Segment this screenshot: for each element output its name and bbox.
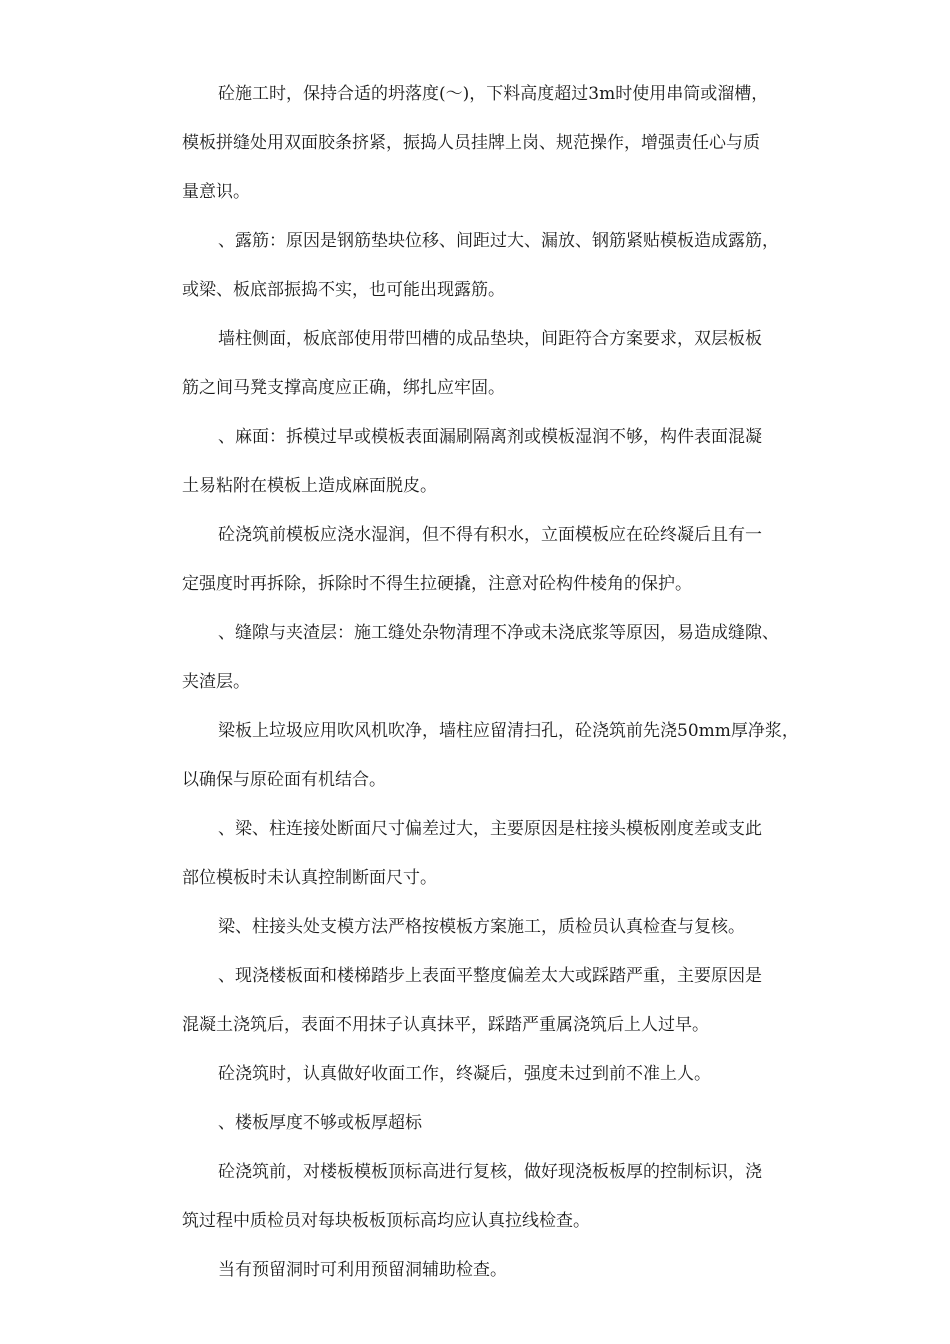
text-line: 砼浇筑前，对楼板模板顶标高进行复核，做好现浇板板厚的控制标识，浇 bbox=[218, 1162, 762, 1182]
paragraph-reserved-holes bbox=[146, 1246, 822, 1295]
paragraph-exposed-rebar bbox=[146, 217, 822, 315]
text-line: 部位模板时未认真控制断面尺寸。 bbox=[182, 868, 437, 888]
paragraph-slump-control bbox=[146, 70, 822, 217]
paragraph-formwork-wetting bbox=[146, 511, 822, 609]
text-line: 、缝隙与夹渣层：施工缝处杂物清理不净或未浇底浆等原因，易造成缝隙、 bbox=[218, 623, 779, 643]
text-line: 砼浇筑时，认真做好收面工作，终凝后，强度未过到前不准上人。 bbox=[218, 1064, 711, 1084]
paragraph-surface-finishing bbox=[146, 1050, 822, 1099]
text-line: 、楼板厚度不够或板厚超标 bbox=[218, 1113, 422, 1133]
text-line: 夹渣层。 bbox=[182, 672, 250, 692]
text-line: 梁、柱接头处支模方法严格按模板方案施工，质检员认真检查与复核。 bbox=[218, 917, 745, 937]
paragraph-honeycomb-surface bbox=[146, 413, 822, 511]
text-line: 、露筋：原因是钢筋垫块位移、间距过大、漏放、钢筋紧贴模板造成露筋， bbox=[218, 231, 779, 251]
text-line: 土易粘附在模板上造成麻面脱皮。 bbox=[182, 476, 437, 496]
text-line: 当有预留洞时可利用预留洞辅助检查。 bbox=[218, 1260, 507, 1280]
text-line: 砼施工时，保持合适的坍落度(～)，下料高度超过3m时使用串筒或溜槽， bbox=[218, 84, 769, 104]
text-line: 墙柱侧面，板底部使用带凹槽的成品垫块，间距符合方案要求，双层板板 bbox=[218, 329, 762, 349]
text-line: 混凝土浇筑后，表面不用抹子认真抹平，踩踏严重属浇筑后上人过早。 bbox=[182, 1015, 709, 1035]
text-line: 、麻面：拆模过早或模板表面漏刷隔离剂或模板湿润不够，构件表面混凝 bbox=[218, 427, 762, 447]
text-line: 梁板上垃圾应用吹风机吹净，墙柱应留清扫孔，砼浇筑前先浇50mm厚净浆， bbox=[218, 721, 799, 741]
paragraph-slab-thickness bbox=[146, 1099, 822, 1148]
text-line: 筋之间马凳支撑高度应正确，绑扎应牢固。 bbox=[182, 378, 505, 398]
paragraph-elevation-check bbox=[146, 1148, 822, 1246]
text-line: 或梁、板底部振捣不实，也可能出现露筋。 bbox=[182, 280, 505, 300]
paragraph-flatness-deviation bbox=[146, 952, 822, 1050]
text-line: 定强度时再拆除，拆除时不得生拉硬撬，注意对砼构件棱角的保护。 bbox=[182, 574, 692, 594]
text-line: 砼浇筑前模板应浇水湿润，但不得有积水，立面模板应在砼终凝后且有一 bbox=[218, 525, 762, 545]
paragraph-joint-formwork bbox=[146, 903, 822, 952]
paragraph-gaps-slag bbox=[146, 609, 822, 707]
paragraph-spacer-blocks bbox=[146, 315, 822, 413]
text-line: 、现浇楼板面和楼梯踏步上表面平整度偏差太大或踩踏严重，主要原因是 bbox=[218, 966, 762, 986]
paragraph-joint-deviation bbox=[146, 805, 822, 903]
text-line: 模板拼缝处用双面胶条挤紧，振捣人员挂牌上岗、规范操作，增强责任心与质 bbox=[182, 133, 760, 153]
text-line: 筑过程中质检员对每块板板顶标高均应认真拉线检查。 bbox=[182, 1211, 590, 1231]
paragraph-debris-cleaning bbox=[146, 707, 822, 805]
text-line: 量意识。 bbox=[182, 182, 250, 202]
text-line: 、梁、柱连接处断面尺寸偏差过大，主要原因是柱接头模板刚度差或支此 bbox=[218, 819, 762, 839]
text-line: 以确保与原砼面有机结合。 bbox=[182, 770, 386, 790]
document-body bbox=[146, 70, 822, 1295]
